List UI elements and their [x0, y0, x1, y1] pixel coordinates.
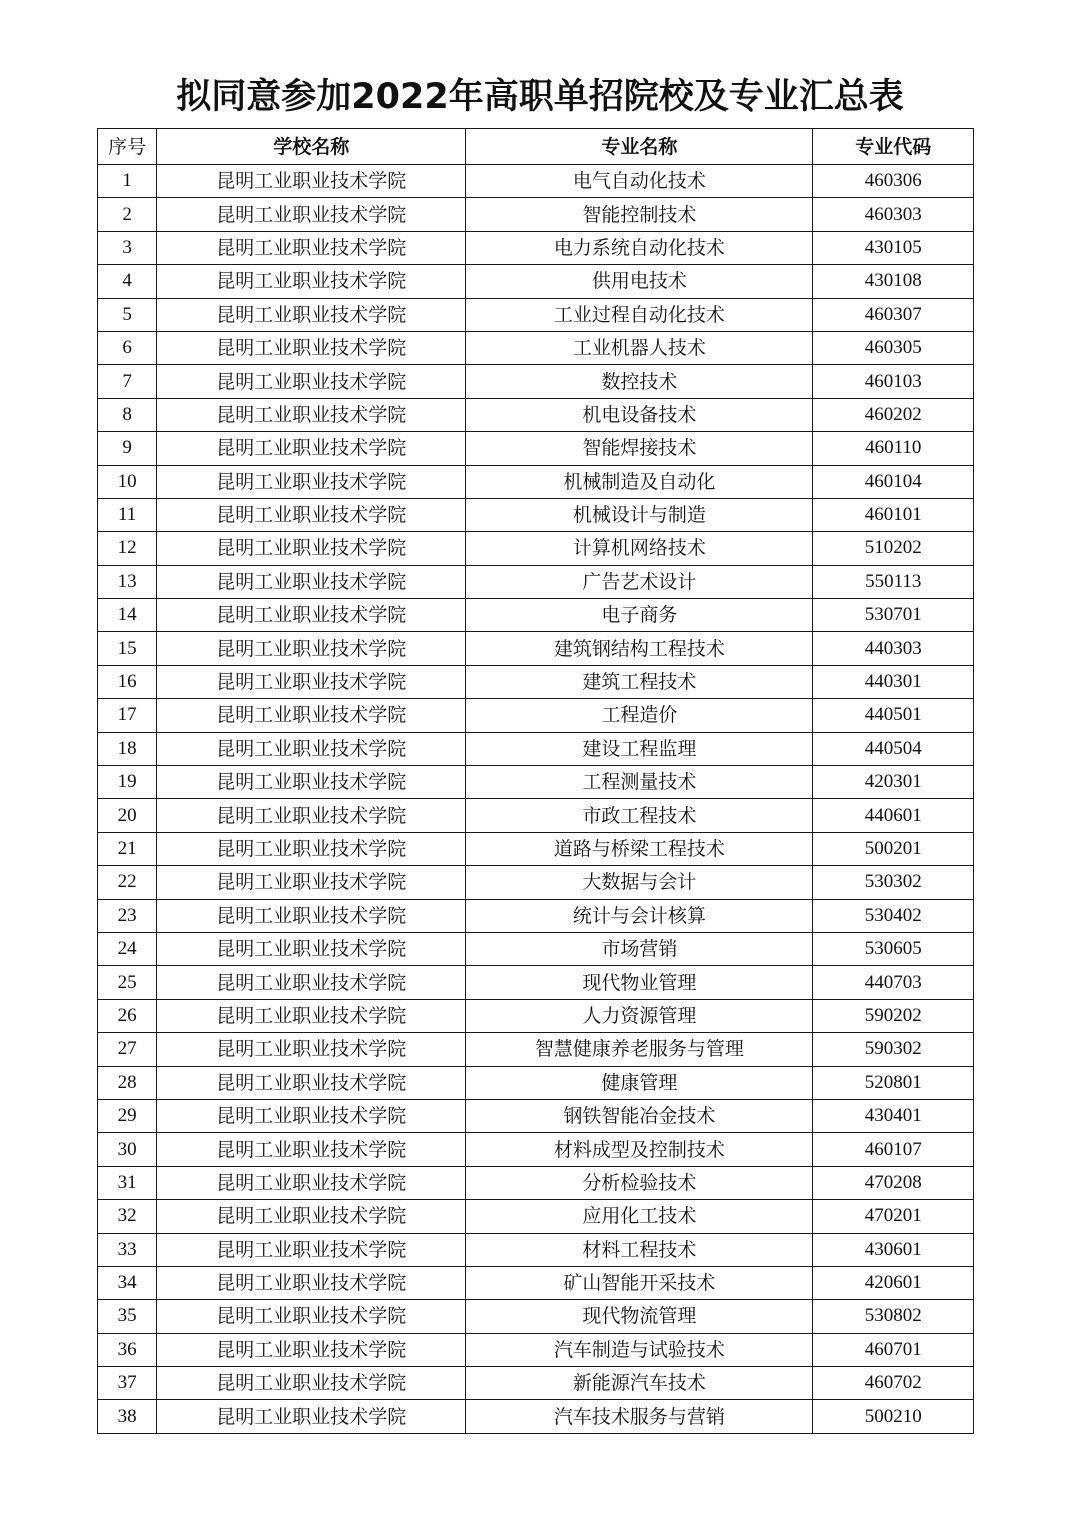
- table-row: [98, 398, 974, 431]
- cell-code: 430105: [813, 231, 974, 264]
- cell-seq: 30: [98, 1133, 157, 1166]
- table-row: [98, 1333, 974, 1366]
- table-row: [98, 432, 974, 465]
- cell-major: 电子商务: [466, 599, 813, 632]
- cell-seq: 28: [98, 1066, 157, 1099]
- header-school: 学校名称: [157, 129, 466, 165]
- cell-school: 昆明工业职业技术学院: [157, 398, 466, 431]
- cell-school: 昆明工业职业技术学院: [157, 365, 466, 398]
- cell-seq: 25: [98, 966, 157, 999]
- header-seq: 序号: [98, 129, 157, 165]
- table-row: [98, 231, 974, 264]
- cell-code: 440501: [813, 699, 974, 732]
- cell-school: 昆明工业职业技术学院: [157, 766, 466, 799]
- cell-major: 矿山智能开采技术: [466, 1266, 813, 1299]
- cell-seq: 4: [98, 265, 157, 298]
- cell-seq: 37: [98, 1367, 157, 1400]
- cell-code: 420301: [813, 766, 974, 799]
- cell-major: 机械设计与制造: [466, 498, 813, 531]
- cell-school: 昆明工业职业技术学院: [157, 632, 466, 665]
- cell-school: 昆明工业职业技术学院: [157, 1333, 466, 1366]
- table-row: [98, 699, 974, 732]
- cell-major: 人力资源管理: [466, 999, 813, 1032]
- cell-major: 机械制造及自动化: [466, 465, 813, 498]
- cell-code: 430401: [813, 1099, 974, 1132]
- cell-seq: 3: [98, 231, 157, 264]
- table-row: [98, 1266, 974, 1299]
- cell-seq: 1: [98, 165, 157, 198]
- cell-major: 市政工程技术: [466, 799, 813, 832]
- cell-school: 昆明工业职业技术学院: [157, 665, 466, 698]
- cell-major: 工业过程自动化技术: [466, 298, 813, 331]
- table-row: [98, 999, 974, 1032]
- cell-major: 数控技术: [466, 365, 813, 398]
- cell-seq: 13: [98, 565, 157, 598]
- cell-school: 昆明工业职业技术学院: [157, 1099, 466, 1132]
- table-row: [98, 632, 974, 665]
- cell-major: 建设工程监理: [466, 732, 813, 765]
- cell-seq: 6: [98, 331, 157, 364]
- table-row: [98, 799, 974, 832]
- table-row: [98, 1133, 974, 1166]
- cell-major: 工业机器人技术: [466, 331, 813, 364]
- cell-major: 材料工程技术: [466, 1233, 813, 1266]
- cell-code: 460305: [813, 331, 974, 364]
- table-row: [98, 465, 974, 498]
- cell-school: 昆明工业职业技术学院: [157, 732, 466, 765]
- cell-major: 电力系统自动化技术: [466, 231, 813, 264]
- cell-seq: 15: [98, 632, 157, 665]
- table-row: [98, 866, 974, 899]
- cell-school: 昆明工业职业技术学院: [157, 932, 466, 965]
- cell-code: 430108: [813, 265, 974, 298]
- table-body: [98, 165, 974, 1434]
- cell-seq: 36: [98, 1333, 157, 1366]
- cell-school: 昆明工业职业技术学院: [157, 999, 466, 1032]
- cell-seq: 27: [98, 1033, 157, 1066]
- cell-seq: 5: [98, 298, 157, 331]
- cell-school: 昆明工业职业技术学院: [157, 1200, 466, 1233]
- cell-seq: 33: [98, 1233, 157, 1266]
- cell-major: 市场营销: [466, 932, 813, 965]
- cell-school: 昆明工业职业技术学院: [157, 966, 466, 999]
- cell-code: 460110: [813, 432, 974, 465]
- table-row: [98, 298, 974, 331]
- cell-school: 昆明工业职业技术学院: [157, 699, 466, 732]
- cell-major: 应用化工技术: [466, 1200, 813, 1233]
- cell-major: 道路与桥梁工程技术: [466, 832, 813, 865]
- cell-major: 汽车制造与试验技术: [466, 1333, 813, 1366]
- cell-code: 510202: [813, 532, 974, 565]
- table-row: [98, 1099, 974, 1132]
- header-code: 专业代码: [813, 129, 974, 165]
- table-row: [98, 899, 974, 932]
- cell-seq: 18: [98, 732, 157, 765]
- cell-code: 460202: [813, 398, 974, 431]
- cell-school: 昆明工业职业技术学院: [157, 866, 466, 899]
- cell-school: 昆明工业职业技术学院: [157, 1033, 466, 1066]
- cell-code: 520801: [813, 1066, 974, 1099]
- cell-seq: 11: [98, 498, 157, 531]
- cell-major: 分析检验技术: [466, 1166, 813, 1199]
- cell-school: 昆明工业职业技术学院: [157, 465, 466, 498]
- cell-school: 昆明工业职业技术学院: [157, 899, 466, 932]
- cell-major: 机电设备技术: [466, 398, 813, 431]
- cell-seq: 26: [98, 999, 157, 1032]
- cell-major: 智能控制技术: [466, 198, 813, 231]
- cell-school: 昆明工业职业技术学院: [157, 832, 466, 865]
- table-row: [98, 1367, 974, 1400]
- cell-code: 440303: [813, 632, 974, 665]
- cell-school: 昆明工业职业技术学院: [157, 231, 466, 264]
- cell-school: 昆明工业职业技术学院: [157, 1133, 466, 1166]
- cell-school: 昆明工业职业技术学院: [157, 532, 466, 565]
- table-row: [98, 565, 974, 598]
- cell-seq: 19: [98, 766, 157, 799]
- cell-major: 建筑钢结构工程技术: [466, 632, 813, 665]
- cell-seq: 2: [98, 198, 157, 231]
- cell-major: 建筑工程技术: [466, 665, 813, 698]
- cell-major: 现代物流管理: [466, 1300, 813, 1333]
- cell-school: 昆明工业职业技术学院: [157, 498, 466, 531]
- cell-major: 现代物业管理: [466, 966, 813, 999]
- cell-major: 智慧健康养老服务与管理: [466, 1033, 813, 1066]
- cell-code: 460104: [813, 465, 974, 498]
- table-row: [98, 1200, 974, 1233]
- cell-code: 500210: [813, 1400, 974, 1433]
- cell-code: 460306: [813, 165, 974, 198]
- cell-seq: 31: [98, 1166, 157, 1199]
- cell-code: 530302: [813, 866, 974, 899]
- table-row: [98, 932, 974, 965]
- table-row: [98, 198, 974, 231]
- cell-code: 460107: [813, 1133, 974, 1166]
- table-row: [98, 165, 974, 198]
- cell-seq: 16: [98, 665, 157, 698]
- cell-code: 470201: [813, 1200, 974, 1233]
- cell-code: 430601: [813, 1233, 974, 1266]
- cell-seq: 7: [98, 365, 157, 398]
- cell-major: 统计与会计核算: [466, 899, 813, 932]
- table-row: [98, 265, 974, 298]
- cell-code: 530605: [813, 932, 974, 965]
- cell-seq: 24: [98, 932, 157, 965]
- cell-code: 440703: [813, 966, 974, 999]
- cell-code: 460103: [813, 365, 974, 398]
- cell-major: 钢铁智能冶金技术: [466, 1099, 813, 1132]
- cell-seq: 17: [98, 699, 157, 732]
- cell-code: 470208: [813, 1166, 974, 1199]
- cell-code: 460303: [813, 198, 974, 231]
- cell-code: 420601: [813, 1266, 974, 1299]
- cell-school: 昆明工业职业技术学院: [157, 265, 466, 298]
- cell-major: 智能焊接技术: [466, 432, 813, 465]
- cell-code: 440601: [813, 799, 974, 832]
- table-row: [98, 365, 974, 398]
- page-title: 拟同意参加2022年高职单招院校及专业汇总表: [176, 77, 904, 117]
- table-row: [98, 1233, 974, 1266]
- cell-code: 530701: [813, 599, 974, 632]
- cell-code: 460701: [813, 1333, 974, 1366]
- cell-code: 440301: [813, 665, 974, 698]
- table-row: [98, 732, 974, 765]
- table-row: [98, 1066, 974, 1099]
- table-row: [98, 532, 974, 565]
- cell-code: 590302: [813, 1033, 974, 1066]
- cell-major: 汽车技术服务与营销: [466, 1400, 813, 1433]
- table-row: [98, 1400, 974, 1433]
- cell-code: 440504: [813, 732, 974, 765]
- cell-code: 590202: [813, 999, 974, 1032]
- cell-major: 大数据与会计: [466, 866, 813, 899]
- cell-seq: 12: [98, 532, 157, 565]
- cell-code: 460101: [813, 498, 974, 531]
- header-major: 专业名称: [466, 129, 813, 165]
- cell-seq: 35: [98, 1300, 157, 1333]
- cell-seq: 32: [98, 1200, 157, 1233]
- cell-code: 530802: [813, 1300, 974, 1333]
- summary-table: [97, 128, 974, 1434]
- cell-school: 昆明工业职业技术学院: [157, 1400, 466, 1433]
- cell-major: 计算机网络技术: [466, 532, 813, 565]
- cell-code: 530402: [813, 899, 974, 932]
- cell-seq: 21: [98, 832, 157, 865]
- cell-major: 新能源汽车技术: [466, 1367, 813, 1400]
- table-header-row: [98, 129, 974, 165]
- cell-school: 昆明工业职业技术学院: [157, 198, 466, 231]
- table-row: [98, 599, 974, 632]
- cell-major: 健康管理: [466, 1066, 813, 1099]
- cell-school: 昆明工业职业技术学院: [157, 1367, 466, 1400]
- cell-seq: 23: [98, 899, 157, 932]
- cell-school: 昆明工业职业技术学院: [157, 599, 466, 632]
- cell-seq: 14: [98, 599, 157, 632]
- cell-school: 昆明工业职业技术学院: [157, 165, 466, 198]
- cell-school: 昆明工业职业技术学院: [157, 1266, 466, 1299]
- table-row: [98, 1033, 974, 1066]
- cell-seq: 8: [98, 398, 157, 431]
- cell-seq: 9: [98, 432, 157, 465]
- cell-major: 工程测量技术: [466, 766, 813, 799]
- table-row: [98, 331, 974, 364]
- cell-seq: 34: [98, 1266, 157, 1299]
- cell-school: 昆明工业职业技术学院: [157, 432, 466, 465]
- cell-school: 昆明工业职业技术学院: [157, 331, 466, 364]
- table-row: [98, 832, 974, 865]
- table-row: [98, 1166, 974, 1199]
- cell-school: 昆明工业职业技术学院: [157, 1233, 466, 1266]
- cell-code: 460702: [813, 1367, 974, 1400]
- cell-code: 550113: [813, 565, 974, 598]
- cell-major: 电气自动化技术: [466, 165, 813, 198]
- table-row: [98, 498, 974, 531]
- cell-school: 昆明工业职业技术学院: [157, 1300, 466, 1333]
- cell-seq: 29: [98, 1099, 157, 1132]
- cell-school: 昆明工业职业技术学院: [157, 1066, 466, 1099]
- cell-school: 昆明工业职业技术学院: [157, 565, 466, 598]
- cell-code: 460307: [813, 298, 974, 331]
- cell-major: 材料成型及控制技术: [466, 1133, 813, 1166]
- cell-major: 广告艺术设计: [466, 565, 813, 598]
- table-row: [98, 766, 974, 799]
- cell-seq: 20: [98, 799, 157, 832]
- cell-school: 昆明工业职业技术学院: [157, 298, 466, 331]
- table-row: [98, 966, 974, 999]
- cell-school: 昆明工业职业技术学院: [157, 799, 466, 832]
- table-row: [98, 665, 974, 698]
- cell-seq: 10: [98, 465, 157, 498]
- cell-major: 供用电技术: [466, 265, 813, 298]
- table-row: [98, 1300, 974, 1333]
- cell-seq: 38: [98, 1400, 157, 1433]
- cell-school: 昆明工业职业技术学院: [157, 1166, 466, 1199]
- cell-major: 工程造价: [466, 699, 813, 732]
- cell-code: 500201: [813, 832, 974, 865]
- cell-seq: 22: [98, 866, 157, 899]
